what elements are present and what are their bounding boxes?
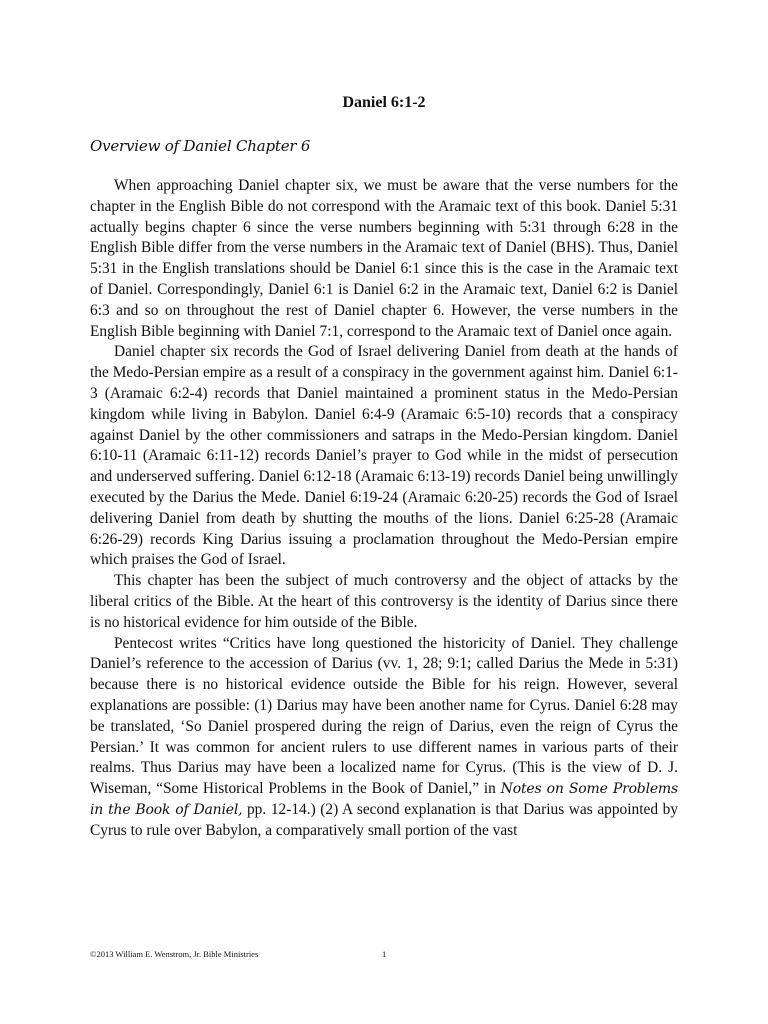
- section-heading: Overview of Daniel Chapter 6: [90, 137, 311, 155]
- body-text: [90, 176, 678, 842]
- quote-text-end: pp. 12-14.) (2) A second explanation is that Darius was appointed by Cyrus to rule over Babylon, a comparatively small portion of the vast: [90, 800, 679, 839]
- paragraph-pentecost-quote: [90, 634, 678, 842]
- copyright-notice: ©2013 William E. Wenstrom, Jr. Bible Ministries: [90, 949, 259, 959]
- paragraph-controversy: This chapter has been the subject of much controversy and the object of attacks by the liberal critics of the Bible. At the heart of this controversy is the identity of Darius since there is no historical evidence for him outside of the Bible.: [90, 572, 678, 631]
- quote-text-start: Pentecost writes “Critics have long questioned the historicity of Daniel. They challenge Daniel’s reference to the accession of Darius (vv. 1, 28; 9:1; called Darius the Mede in 5:31) because there is no historical evidence outside the Bible for his reign. However, several explanations are possible: (1) Darius may have been another name for Cyrus. Daniel 6:28 may be translated, ‘So Daniel prospered during the reign of Darius, even the reign of Cyrus the Persian.’ It was common for ancient rulers to use different names in various parts of their realms. Thus Darius may have been a localized name for Cyrus. (This is the view of D. J. Wiseman, “Some Historical Problems in the Book of Daniel,” in: [90, 634, 678, 798]
- book-title-italic: Notes on Some Problems in the Book of Daniel,: [90, 781, 678, 818]
- paragraph-chapter-summary: Daniel chapter six records the God of Israel delivering Daniel from death at the hands of the Medo-Persian empire as a result of a conspiracy in the government against him. Daniel 6:1-3 (Aramaic 6:2-4) records that Daniel maintained a prominent status in the Medo-Persian kingdom while living in Babylon. Daniel 6:4-9 (Aramaic 6:5-10) records that a conspiracy against Daniel by the other commissioners and satraps in the Medo-Persian kingdom. Daniel 6:10-11 (Aramaic 6:11-12) records Daniel’s prayer to God while in the midst of persecution and underserved suffering. Daniel 6:12-18 (Aramaic 6:13-19) records Daniel being unwillingly executed by the Darius the Mede. Daniel 6:19-24 (Aramaic 6:20-25) records the God of Israel delivering Daniel from death by shutting the mouths of the lions. Daniel 6:25-28 (Aramaic 6:26-29) records King Darius issuing a proclamation throughout the Medo-Persian empire which praises the God of Israel.: [90, 343, 678, 569]
- paragraph-verse-numbers: When approaching Daniel chapter six, we must be aware that the verse numbers for the chapter in the English Bible do not correspond with the Aramaic text of this book. Daniel 5:31 actually begins chapter 6 since the verse numbers beginning with 5:31 through 6:28 in the English Bible differ from the verse numbers in the Aramaic text of Daniel (BHS). Thus, Daniel 5:31 in the English translations should be Daniel 6:1 since this is the case in the Aramaic text of Daniel. Correspondingly, Daniel 6:1 is Daniel 6:2 in the Aramaic text, Daniel 6:2 is Daniel 6:3 and so on throughout the rest of Daniel chapter 6. However, the verse numbers in the English Bible beginning with Daniel 7:1, correspond to the Aramaic text of Daniel once again.: [90, 177, 678, 340]
- page-title: Daniel 6:1-2: [342, 94, 426, 111]
- page-number: 1: [382, 949, 387, 959]
